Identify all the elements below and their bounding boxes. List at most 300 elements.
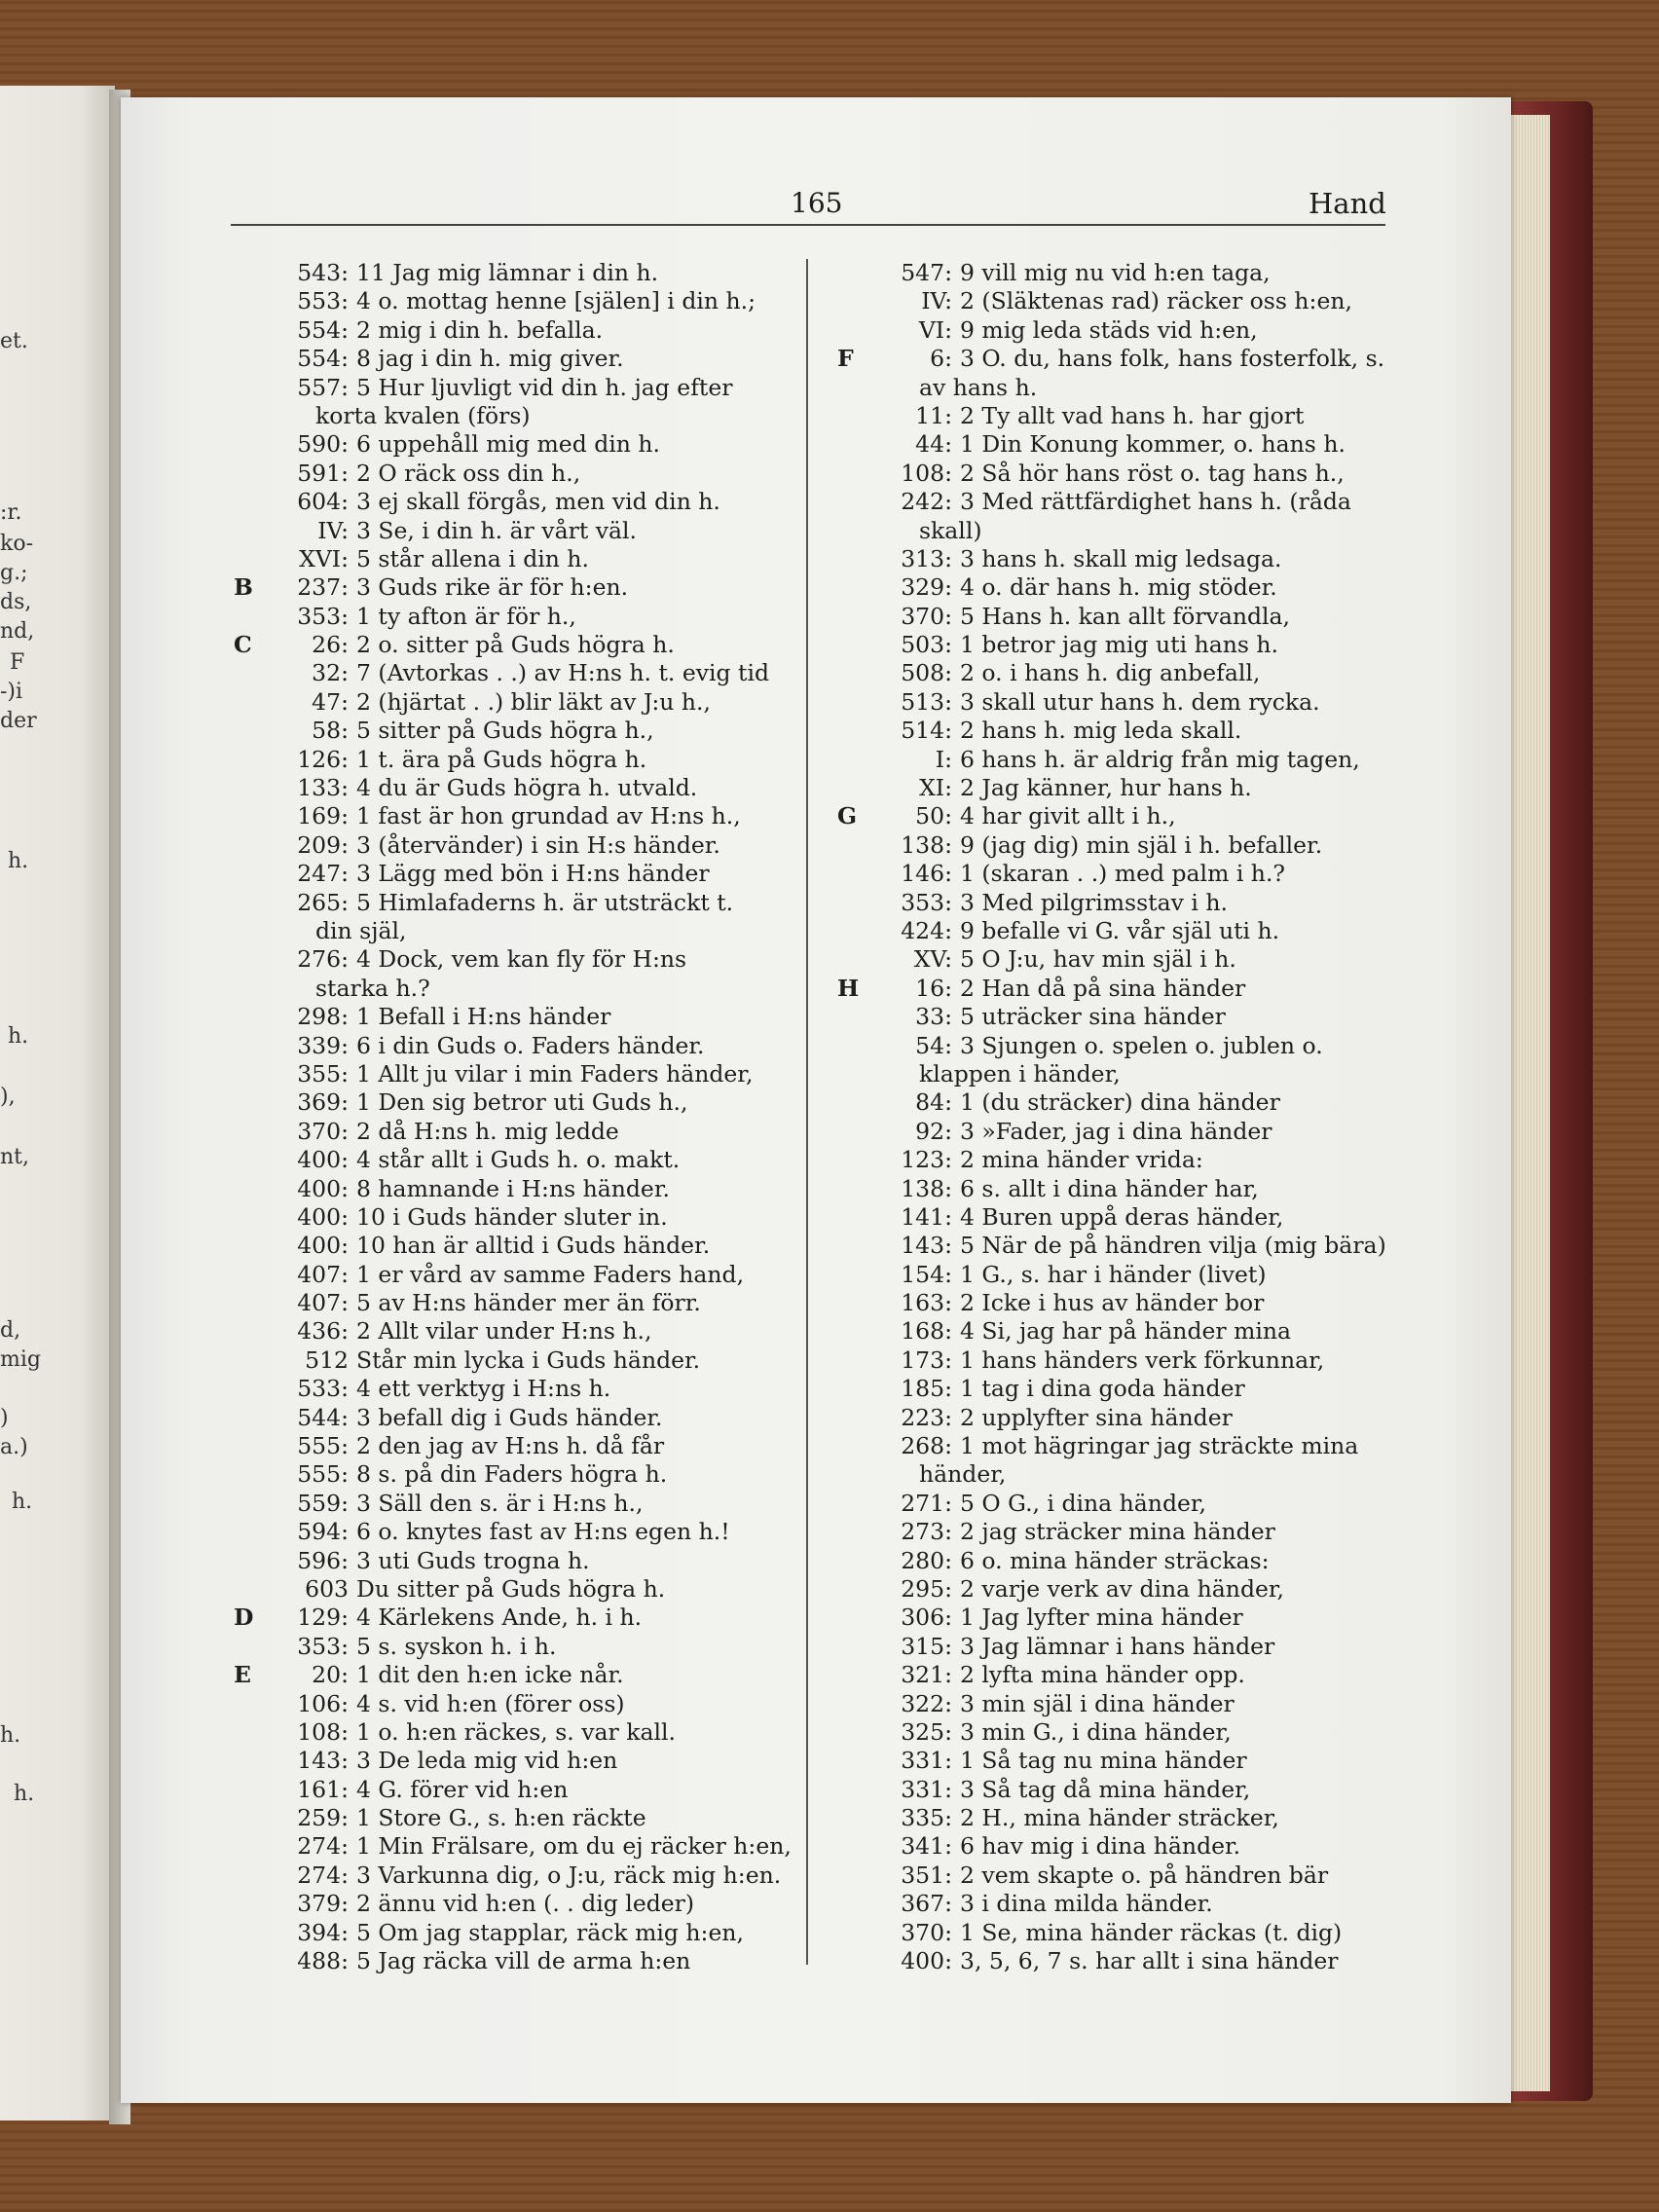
index-entry: [837, 1832, 1388, 1861]
entry-text: 3 Varkunna dig, o J:u, räck mig h:en.: [356, 1861, 782, 1889]
hymn-reference: 108:: [901, 459, 952, 487]
entry-text: 7 (Avtorkas . .) av H:ns h. t. evig tid: [356, 659, 770, 687]
index-entry: [234, 746, 791, 774]
index-entry: [234, 1146, 791, 1174]
cut-off-text-fragment: a.): [0, 1435, 28, 1459]
entry-text: 6 o. knytes fast av H:ns egen h.!: [356, 1518, 730, 1546]
index-entry: [837, 1776, 1388, 1804]
entry-text: 3 De leda mig vid h:en: [356, 1747, 618, 1775]
entry-text: 1 Store G., s. h:en räckte: [356, 1804, 646, 1832]
index-entry: [837, 917, 1388, 945]
entry-text: 2 mina händer vrida:: [960, 1146, 1203, 1174]
entry-text: 1 Så tag nu mina händer: [960, 1747, 1247, 1775]
entry-text: 2 Han då på sina händer: [960, 974, 1246, 1002]
hymn-reference: XI:: [919, 774, 952, 802]
index-entry: [234, 1890, 791, 1918]
index-entry: [234, 545, 791, 573]
index-entry: [837, 975, 1388, 1003]
hymn-reference: 400:: [297, 1202, 349, 1231]
index-entry: [837, 545, 1388, 573]
entry-text: händer,: [919, 1460, 1007, 1489]
entry-text: 1 er vård av samme Faders hand,: [356, 1260, 745, 1288]
index-entry: [837, 1633, 1388, 1661]
index-letter: C: [234, 631, 252, 659]
hymn-reference: 163:: [901, 1289, 952, 1317]
cut-off-text-fragment: ko-: [0, 532, 34, 556]
index-entry: [837, 717, 1388, 745]
hymn-reference: 407:: [297, 1289, 349, 1317]
hymn-reference: 331:: [901, 1747, 952, 1775]
hymn-reference: 32:: [312, 659, 349, 687]
cut-off-text-fragment: h.: [8, 1024, 29, 1049]
index-entry: [234, 1404, 791, 1432]
index-entry: [837, 1890, 1388, 1918]
entry-text: 3 (återvänder) i sin H:s händer.: [356, 830, 720, 859]
hymn-reference: 259:: [297, 1804, 349, 1832]
index-entry: [837, 1575, 1388, 1604]
index-entry: [837, 1432, 1388, 1460]
index-entry: [234, 1490, 791, 1518]
hymn-reference: 400:: [297, 1232, 349, 1260]
hymn-reference: 209:: [297, 830, 349, 859]
index-entry: [837, 1604, 1388, 1632]
entry-text: 3 befall dig i Guds händer.: [356, 1403, 663, 1431]
entry-text: 4 du är Guds högra h. utvald.: [356, 774, 698, 802]
hymn-reference: 161:: [297, 1775, 349, 1803]
index-entry: [837, 460, 1388, 488]
hymn-reference: 168:: [901, 1317, 952, 1346]
index-entry: [234, 1289, 791, 1317]
index-entry-continuation: [837, 517, 1388, 545]
entry-text: 6 hav mig i dina händer.: [960, 1832, 1241, 1861]
hymn-reference: 92:: [915, 1117, 952, 1145]
hymn-reference: 138:: [901, 830, 952, 859]
index-entry: [234, 1232, 791, 1260]
hymn-reference: 400:: [297, 1146, 349, 1174]
hymn-reference: 247:: [297, 860, 349, 888]
index-entry: [234, 945, 791, 974]
entry-text: 3 Se, i din h. är vårt väl.: [356, 516, 638, 544]
index-entry: [234, 1003, 791, 1031]
entry-text: 1 dit den h:en icke når.: [356, 1661, 624, 1689]
entry-text: 3 min G., i dina händer,: [960, 1717, 1232, 1746]
hymn-reference: 242:: [901, 488, 952, 516]
entry-text: 5 uträcker sina händer: [960, 1003, 1226, 1031]
cut-off-text-fragment: d,: [0, 1318, 21, 1343]
index-entry: [837, 1203, 1388, 1232]
header-rule: [231, 224, 1385, 226]
index-entry: [234, 1718, 791, 1747]
hymn-reference: 512: [305, 1346, 349, 1374]
entry-text: 9 (jag dig) min själ i h. befaller.: [960, 830, 1323, 859]
entry-text: 2 lyfta mina händer opp.: [960, 1661, 1245, 1689]
index-entry: [837, 688, 1388, 717]
entry-text: 4 Dock, vem kan fly för H:ns: [356, 945, 687, 974]
hymn-reference: IV:: [921, 287, 952, 315]
index-entry: [234, 1088, 791, 1117]
entry-text: 2 den jag av H:ns h. då får: [356, 1432, 665, 1460]
hymn-reference: 298:: [297, 1003, 349, 1031]
hymn-reference: 514:: [901, 717, 952, 745]
index-entry: [234, 517, 791, 545]
entry-text: 1 betror jag mig uti hans h.: [960, 631, 1279, 659]
entry-text: 2 H., mina händer sträcker,: [960, 1804, 1279, 1832]
index-entry: [234, 831, 791, 860]
entry-text: 2 mig i din h. befalla.: [356, 315, 604, 344]
entry-text: 4 har givit allt i h.,: [960, 802, 1176, 830]
index-entry: [234, 259, 791, 287]
index-entry: [837, 259, 1388, 287]
index-entry: [837, 1747, 1388, 1775]
entry-text: 8 hamnande i H:ns händer.: [356, 1174, 670, 1202]
hymn-reference: 16:: [915, 974, 952, 1002]
index-column-right: [837, 259, 1388, 1975]
index-entry-continuation: [837, 1060, 1388, 1088]
index-entry: [837, 631, 1388, 659]
index-entry: [837, 1804, 1388, 1832]
index-entry: [234, 460, 791, 488]
index-entry: [234, 1776, 791, 1804]
entry-text: 2 (hjärtat . .) blir läkt av J:u h.,: [356, 687, 711, 716]
entry-text: 3 min själ i dina händer: [960, 1689, 1235, 1717]
entry-text: 1 G., s. har i händer (livet): [960, 1260, 1267, 1288]
hymn-reference: 26:: [312, 631, 349, 659]
entry-text: 5 Om jag stapplar, räck mig h:en,: [356, 1918, 744, 1946]
hymn-reference: 603: [305, 1574, 349, 1603]
hymn-reference: 331:: [901, 1775, 952, 1803]
index-entry: [234, 717, 791, 745]
index-entry: [234, 860, 791, 888]
cut-off-text-fragment: ),: [0, 1085, 16, 1109]
index-entry: [837, 889, 1388, 917]
entry-text: 6 hans h. är aldrig från mig tagen,: [960, 745, 1360, 773]
hymn-reference: VI:: [918, 315, 952, 344]
hymn-reference: 533:: [297, 1375, 349, 1403]
hymn-reference: 555:: [297, 1460, 349, 1489]
index-letter: F: [837, 345, 854, 373]
page-edges: [1511, 115, 1550, 2091]
hymn-reference: 273:: [901, 1518, 952, 1546]
hymn-reference: 436:: [297, 1317, 349, 1346]
index-entry: [837, 1404, 1388, 1432]
running-head: Hand: [1309, 187, 1386, 220]
index-entry: [837, 1375, 1388, 1403]
entry-text: 3 skall utur hans h. dem rycka.: [960, 687, 1320, 716]
entry-text: 1 ty afton är för h.,: [356, 602, 576, 630]
hymn-reference: 237:: [297, 573, 349, 602]
hymn-reference: 268:: [901, 1432, 952, 1460]
entry-text: 4 o. där hans h. mig stöder.: [960, 573, 1277, 602]
entry-text: 1 hans händers verk förkunnar,: [960, 1346, 1325, 1374]
index-entry: [234, 889, 791, 917]
index-entry: [234, 1346, 791, 1375]
column-divider: [806, 259, 808, 1965]
index-entry: [837, 945, 1388, 974]
entry-text: 1 Se, mina händer räckas (t. dig): [960, 1918, 1343, 1946]
hymn-reference: 138:: [901, 1174, 952, 1202]
cut-off-text-fragment: F: [10, 650, 25, 675]
index-entry-continuation: [234, 402, 791, 430]
hymn-reference: 557:: [297, 373, 349, 401]
entry-text: klappen i händer,: [919, 1059, 1121, 1088]
hymn-reference: 126:: [297, 745, 349, 773]
index-entry: [837, 287, 1388, 315]
entry-text: 5 O J:u, hav min själ i h.: [960, 945, 1236, 974]
index-entry: [234, 1375, 791, 1403]
entry-text: 3 Lägg med bön i H:ns händer: [356, 860, 710, 888]
index-entry: [837, 746, 1388, 774]
entry-text: 1 Jag lyfter mina händer: [960, 1604, 1243, 1632]
hymn-reference: 123:: [901, 1146, 952, 1174]
index-entry: [837, 316, 1388, 345]
index-letter: E: [234, 1661, 251, 1689]
cut-off-text-fragment: h.: [12, 1490, 33, 1514]
entry-text: 2 hans h. mig leda skall.: [960, 717, 1242, 745]
index-entry: [234, 1261, 791, 1289]
entry-text: 1 t. ära på Guds högra h.: [356, 745, 647, 773]
entry-text: 1 Din Konung kommer, o. hans h.: [960, 430, 1346, 459]
hymn-reference: 274:: [297, 1832, 349, 1861]
entry-text: 1 (du sträcker) dina händer: [960, 1088, 1280, 1117]
cut-off-text-fragment: ): [0, 1406, 9, 1430]
entry-text: 3, 5, 6, 7 s. har allt i sina händer: [960, 1947, 1339, 1975]
index-column-left: [234, 259, 791, 1975]
entry-text: 9 vill mig nu vid h:en taga,: [960, 259, 1271, 286]
entry-text: 1 Befall i H:ns händer: [356, 1003, 611, 1031]
hymn-reference: 543:: [297, 259, 349, 286]
hymn-reference: 407:: [297, 1260, 349, 1288]
hymn-reference: 265:: [297, 888, 349, 916]
index-entry: [837, 1661, 1388, 1689]
index-entry: [837, 1146, 1388, 1174]
index-entry: [837, 1088, 1388, 1117]
index-entry: [837, 1690, 1388, 1718]
index-entry: [837, 1261, 1388, 1289]
hymn-reference: 370:: [901, 1918, 952, 1946]
hymn-reference: 322:: [901, 1689, 952, 1717]
hymn-reference: 20:: [312, 1661, 349, 1689]
index-entry: [837, 430, 1388, 459]
index-entry: [234, 1175, 791, 1203]
index-entry-continuation: [837, 374, 1388, 402]
entry-text: 2 o. sitter på Guds högra h.: [356, 631, 675, 659]
index-entry: [234, 1575, 791, 1604]
cut-off-text-fragment: h.: [8, 849, 29, 873]
index-entry: [837, 573, 1388, 602]
hymn-reference: 339:: [297, 1031, 349, 1059]
hymn-reference: 143:: [901, 1232, 952, 1260]
index-entry: [837, 1232, 1388, 1260]
hymn-reference: 44:: [915, 430, 952, 459]
index-entry: [234, 802, 791, 830]
hymn-reference: 353:: [901, 888, 952, 916]
index-entry: [234, 1432, 791, 1460]
entry-text: 1 Den sig betror uti Guds h.,: [356, 1088, 688, 1117]
index-entry: [837, 1547, 1388, 1575]
index-entry: [234, 430, 791, 459]
entry-text: 5 Hur ljuvligt vid din h. jag efter: [356, 373, 733, 401]
index-entry-continuation: [234, 917, 791, 945]
entry-text: 3 Guds rike är för h:en.: [356, 573, 629, 602]
entry-text: 3 Säll den s. är i H:ns h.,: [356, 1489, 644, 1517]
hymn-reference: 341:: [901, 1832, 952, 1861]
hymn-reference: 594:: [297, 1518, 349, 1546]
entry-text: 4 s. vid h:en (förer oss): [356, 1689, 625, 1717]
entry-text: 3 Så tag då mina händer,: [960, 1775, 1251, 1803]
hymn-reference: 554:: [297, 345, 349, 373]
entry-text: 4 Kärlekens Ande, h. i h.: [356, 1604, 643, 1632]
index-entry: [837, 603, 1388, 631]
entry-text: 5 sitter på Guds högra h.,: [356, 717, 654, 745]
index-entry: [837, 402, 1388, 430]
hymn-reference: 591:: [297, 459, 349, 487]
hymn-reference: 133:: [297, 774, 349, 802]
entry-text: 5 Hans h. kan allt förvandla,: [960, 602, 1291, 630]
index-entry: [234, 631, 791, 659]
index-entry: [837, 1718, 1388, 1747]
hymn-reference: 295:: [901, 1574, 952, 1603]
entry-text: 2 jag sträcker mina händer: [960, 1518, 1275, 1546]
index-entry: [234, 1862, 791, 1890]
hymn-reference: 276:: [297, 945, 349, 974]
index-entry: [837, 1032, 1388, 1060]
index-entry: [234, 573, 791, 602]
index-entry: [234, 1203, 791, 1232]
entry-text: 11 Jag mig lämnar i din h.: [356, 259, 659, 286]
hymn-reference: 555:: [297, 1432, 349, 1460]
entry-text: 5 O G., i dina händer,: [960, 1489, 1207, 1517]
cut-off-text-fragment: et.: [0, 329, 28, 353]
hymn-reference: 400:: [901, 1947, 952, 1975]
index-entry: [234, 659, 791, 687]
index-letter: D: [234, 1604, 254, 1632]
hymn-reference: 513:: [901, 687, 952, 716]
hymn-reference: 604:: [297, 488, 349, 516]
index-entry: [234, 488, 791, 516]
hymn-reference: 84:: [915, 1088, 952, 1117]
cut-off-text-fragment: g.;: [0, 561, 28, 585]
index-entry: [837, 831, 1388, 860]
hymn-reference: XVI:: [299, 544, 349, 572]
index-entry: [837, 1518, 1388, 1546]
index-entry: [837, 659, 1388, 687]
hymn-reference: 590:: [297, 430, 349, 459]
entry-text: 5 Jag räcka vill de arma h:en: [356, 1947, 691, 1975]
hymn-reference: 503:: [901, 631, 952, 659]
entry-text: 3 Jag lämnar i hans händer: [960, 1632, 1275, 1660]
entry-text: 2 varje verk av dina händer,: [960, 1574, 1285, 1603]
entry-text: 6 i din Guds o. Faders händer.: [356, 1031, 705, 1059]
entry-text: 1 Min Frälsare, om du ej räcker h:en,: [356, 1832, 792, 1861]
entry-text: 3 ej skall förgås, men vid din h.: [356, 488, 720, 516]
entry-text: 4 G. förer vid h:en: [356, 1775, 569, 1803]
index-entry: [234, 1604, 791, 1632]
index-letter: B: [234, 573, 253, 602]
entry-text: 8 jag i din h. mig giver.: [356, 345, 624, 373]
index-entry: [837, 1346, 1388, 1375]
hymn-reference: 508:: [901, 659, 952, 687]
entry-text: 1 Allt ju vilar i min Faders händer,: [356, 1059, 754, 1088]
index-entry: [234, 1118, 791, 1146]
cut-off-text-fragment: der: [0, 709, 37, 733]
index-entry: [837, 1118, 1388, 1146]
index-entry: [234, 603, 791, 631]
index-letter: H: [837, 974, 860, 1002]
index-entry: [234, 1919, 791, 1947]
entry-text: 3 O. du, hans folk, hans fosterfolk, s.: [960, 345, 1385, 373]
index-entry: [837, 774, 1388, 802]
entry-text: 1 fast är hon grundad av H:ns h.,: [356, 802, 741, 830]
index-entry-continuation: [234, 975, 791, 1003]
hymn-reference: 367:: [901, 1890, 952, 1918]
entry-text: korta kvalen (förs): [315, 401, 531, 429]
hymn-reference: 355:: [297, 1059, 349, 1088]
entry-text: 9 mig leda städs vid h:en,: [960, 315, 1258, 344]
index-entry: [837, 1317, 1388, 1346]
index-entry: [837, 802, 1388, 830]
index-entry: [837, 345, 1388, 373]
hymn-reference: 54:: [915, 1031, 952, 1059]
entry-text: 6 o. mina händer sträckas:: [960, 1546, 1270, 1574]
hymn-reference: 424:: [901, 916, 952, 944]
entry-text: 3 hans h. skall mig ledsaga.: [960, 544, 1282, 572]
hymn-reference: 173:: [901, 1346, 952, 1374]
index-entry: [837, 1175, 1388, 1203]
entry-text: 2 Ty allt vad hans h. har gjort: [960, 401, 1305, 429]
entry-text: 1 tag i dina goda händer: [960, 1375, 1245, 1403]
entry-text: 4 står allt i Guds h. o. makt.: [356, 1146, 681, 1174]
entry-text: din själ,: [315, 916, 407, 944]
index-entry: [234, 774, 791, 802]
entry-text: 9 befalle vi G. vår själ uti h.: [960, 916, 1280, 944]
entry-text: 1 o. h:en räckes, s. var kall.: [356, 1717, 676, 1746]
hymn-reference: 223:: [901, 1403, 952, 1431]
cut-off-text-fragment: h.: [14, 1782, 35, 1806]
hymn-reference: 335:: [901, 1804, 952, 1832]
hymn-reference: 6:: [930, 345, 952, 373]
entry-text: 3 Med pilgrimsstav i h.: [960, 888, 1228, 916]
entry-text: skall): [919, 516, 982, 544]
index-entry: [234, 374, 791, 402]
hymn-reference: 394:: [297, 1918, 349, 1946]
hymn-reference: 141:: [901, 1202, 952, 1231]
index-entry: [837, 860, 1388, 888]
hymn-reference: 280:: [901, 1546, 952, 1574]
index-entry: [234, 1690, 791, 1718]
entry-text: 2 o. i hans h. dig anbefall,: [960, 659, 1261, 687]
index-entry: [234, 1060, 791, 1088]
index-entry: [234, 1661, 791, 1689]
hymn-reference: 58:: [312, 717, 349, 745]
entry-text: av hans h.: [919, 373, 1038, 401]
hymn-reference: 185:: [901, 1375, 952, 1403]
entry-text: 5 av H:ns händer mer än förr.: [356, 1289, 701, 1317]
entry-text: 10 i Guds händer sluter in.: [356, 1202, 668, 1231]
cut-off-text-fragment: h.: [0, 1723, 21, 1748]
hymn-reference: 544:: [297, 1403, 349, 1431]
hymn-reference: 353:: [297, 602, 349, 630]
hymn-reference: 47:: [312, 687, 349, 716]
hymn-reference: IV:: [317, 516, 349, 544]
entry-text: Du sitter på Guds högra h.: [356, 1574, 666, 1603]
hymn-reference: 325:: [901, 1717, 952, 1746]
index-entry: [234, 345, 791, 373]
entry-text: 2 ännu vid h:en (. . dig leder): [356, 1890, 695, 1918]
index-entry: [234, 1032, 791, 1060]
cut-off-text-fragment: -)i: [0, 680, 23, 704]
hymn-reference: 108:: [297, 1717, 349, 1746]
left-page-edge: [0, 86, 115, 2120]
